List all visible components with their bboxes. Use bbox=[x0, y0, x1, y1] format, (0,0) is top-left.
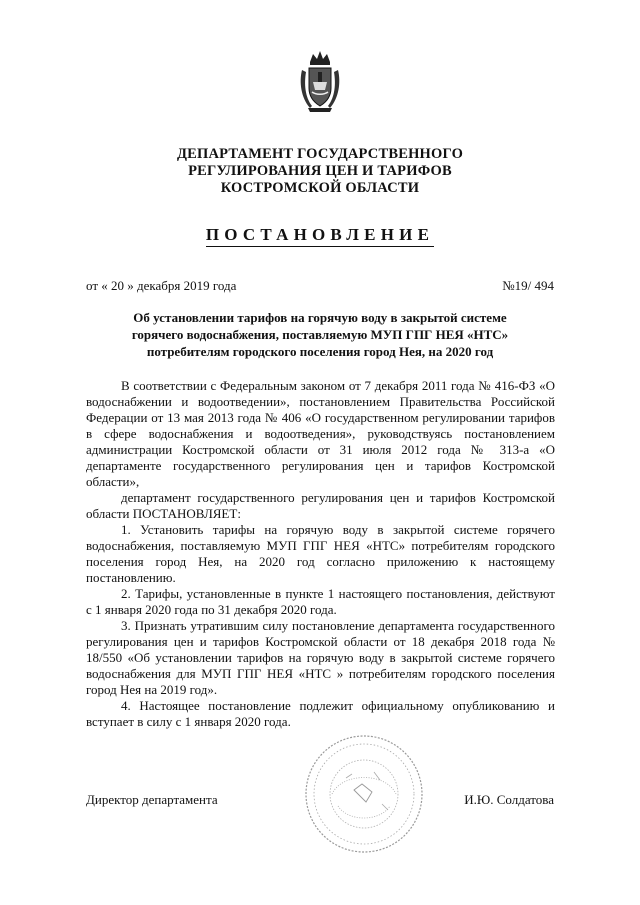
department-name bbox=[120, 146, 520, 197]
document-type-title: ПОСТАНОВЛЕНИЕ bbox=[205, 225, 435, 244]
document-body bbox=[86, 378, 555, 730]
body-paragraph: 1. Установить тарифы на горячую воду в закрытой системе горячего водоснабжения, поставляемую МУП ГПГ НЕЯ «НТС» потребителям городского поселения город Нея, на 2020 год согласно приложению к настоящему постановлению. bbox=[86, 522, 555, 585]
department-line: КОСТРОМСКОЙ ОБЛАСТИ bbox=[220, 180, 420, 196]
signature-name: И.Ю. Солдатова bbox=[464, 792, 554, 807]
title-underline bbox=[206, 246, 434, 247]
subject-line: потребителям городского поселения город Нея, на 2020 год bbox=[146, 344, 494, 359]
document-subject bbox=[96, 309, 544, 360]
subject-line: горячего водоснабжения, поставляемую МУП ГПГ НЕЯ «НТС» bbox=[131, 327, 509, 342]
document-date: от « 20 » декабря 2019 года bbox=[86, 278, 237, 293]
department-line: ДЕПАРТАМЕНТ ГОСУДАРСТВЕННОГО bbox=[176, 146, 464, 162]
document-number: №19/ 494 bbox=[502, 278, 554, 293]
department-line: РЕГУЛИРОВАНИЯ ЦЕН И ТАРИФОВ bbox=[188, 163, 452, 179]
body-paragraph: 4. Настоящее постановление подлежит официальному опубликованию и вступает в силу с 1 января 2020 года. bbox=[86, 698, 555, 729]
coat-of-arms-icon bbox=[296, 48, 344, 114]
body-paragraph: В соответствии с Федеральным законом от 7 декабря 2011 года № 416-ФЗ «О водоснабжении и водоотведении», постановлением Правительства Российской Федерации от 13 мая 2013 года № 406 «О государственном регулировании тарифов в сфере водоснабжения и водоотведения», руководствуясь постановлением администрации Костромской области от 31 июля 2012 года № 313-а «О департаменте государственного регулирования цен и тарифов Костромской области», bbox=[86, 378, 555, 489]
subject-line: Об установлении тарифов на горячую воду в закрытой системе bbox=[133, 310, 507, 325]
body-paragraph: 3. Признать утратившим силу постановление департамента государственного регулирования цен и тарифов Костромской области от 18 декабря 2018 года № 18/550 «Об установлении тарифов на горячую воду в закрытой системе горячего водоснабжения для МУП ГПГ НЕЯ «НТС » потребителям городского поселения город Нея на 2019 год». bbox=[86, 618, 555, 697]
body-paragraph: департамент государственного регулирования цен и тарифов Костромской области ПОСТАНОВЛЯЕТ: bbox=[86, 490, 555, 521]
official-seal-icon bbox=[302, 732, 426, 856]
body-paragraph: 2. Тарифы, установленные в пункте 1 настоящего постановления, действуют с 1 января 2020 года по 31 декабря 2020 года. bbox=[86, 586, 555, 617]
signature-position: Директор департамента bbox=[86, 792, 218, 807]
